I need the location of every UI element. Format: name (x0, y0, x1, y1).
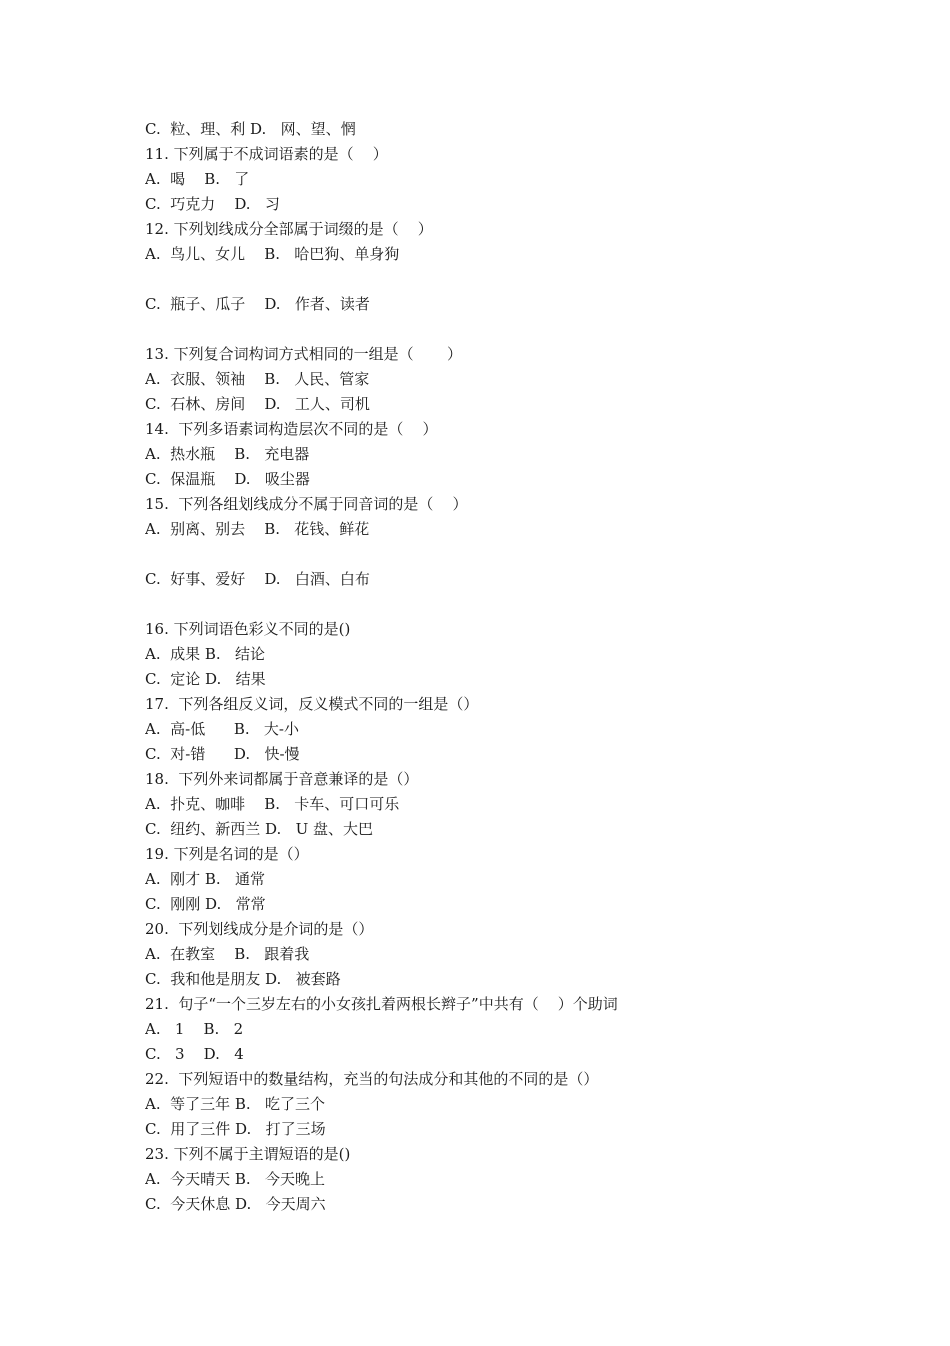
question-17: 17. 下列各组反义词，反义模式不同的一组是（） (145, 695, 479, 713)
question-14: 14. 下列多语素词构造层次不同的是（ ） (145, 420, 438, 438)
options-line: C. 纽约、新西兰 D. U 盘、大巴 (145, 820, 373, 838)
options-line: A. 别离、别去 B. 花钱、鲜花 (145, 520, 370, 538)
question-11: 11. 下列属于不成词语素的是（ ） (145, 145, 388, 163)
options-line: C. 石林、房间 D. 工人、司机 (145, 395, 370, 413)
options-line: C. 我和他是朋友 D. 被套路 (145, 970, 341, 988)
options-line: A. 在教室 B. 跟着我 (145, 945, 310, 963)
options-line: A. 刚才 B. 通常 (145, 870, 266, 888)
question-15: 15. 下列各组划线成分不属于同音词的是（ ） (145, 495, 468, 513)
options-line: C. 今天休息 D. 今天周六 (145, 1195, 326, 1213)
blank-line (145, 267, 845, 292)
options-line: A. 鸟儿、女儿 B. 哈巴狗、单身狗 (145, 245, 400, 263)
question-16: 16. 下列词语色彩义不同的是() (145, 620, 351, 638)
options-line: A. 今天晴天 B. 今天晚上 (145, 1170, 326, 1188)
question-13: 13. 下列复合词构词方式相同的一组是（ ） (145, 345, 463, 363)
question-22: 22. 下列短语中的数量结构，充当的句法成分和其他的不同的是（） (145, 1070, 599, 1088)
blank-line (145, 317, 845, 342)
question-18: 18. 下列外来词都属于音意兼译的是（） (145, 770, 419, 788)
options-line: A. 扑克、咖啡 B. 卡车、可口可乐 (145, 795, 400, 813)
options-line: C. 刚刚 D. 常常 (145, 895, 266, 913)
question-19: 19. 下列是名词的是（） (145, 845, 309, 863)
options-line: A. 喝 B. 了 (145, 170, 250, 188)
options-line: A. 成果 B. 结论 (145, 645, 266, 663)
options-line: A. 热水瓶 B. 充电器 (145, 445, 310, 463)
options-line: C. 对-错 D. 快-慢 (145, 745, 300, 763)
document-page (145, 117, 845, 1217)
options-line: C. 巧克力 D. 习 (145, 195, 280, 213)
options-line: C. 好事、爱好 D. 白酒、白布 (145, 570, 370, 588)
options-line: C. 用了三件 D. 打了三场 (145, 1120, 326, 1138)
options-line: A. 1 B. 2 (145, 1020, 244, 1038)
options-line: A. 衣服、领袖 B. 人民、管家 (145, 370, 370, 388)
options-line: C. 保温瓶 D. 吸尘器 (145, 470, 310, 488)
blank-line (145, 592, 845, 617)
question-21: 21. 句子“一个三岁左右的小女孩扎着两根长辫子”中共有（ ）个助词 (145, 995, 618, 1013)
question-23: 23. 下列不属于主谓短语的是() (145, 1145, 351, 1163)
options-line: A. 高-低 B. 大-小 (145, 720, 299, 738)
blank-line (145, 542, 845, 567)
options-line: C. 3 D. 4 (145, 1045, 244, 1063)
options-line: C. 瓶子、瓜子 D. 作者、读者 (145, 295, 370, 313)
question-20: 20. 下列划线成分是介词的是（） (145, 920, 374, 938)
question-12: 12. 下列划线成分全部属于词缀的是（ ） (145, 220, 433, 238)
text-line: C. 粒、理、利 D. 网、望、惘 (145, 120, 356, 138)
options-line: C. 定论 D. 结果 (145, 670, 266, 688)
options-line: A. 等了三年 B. 吃了三个 (145, 1095, 326, 1113)
